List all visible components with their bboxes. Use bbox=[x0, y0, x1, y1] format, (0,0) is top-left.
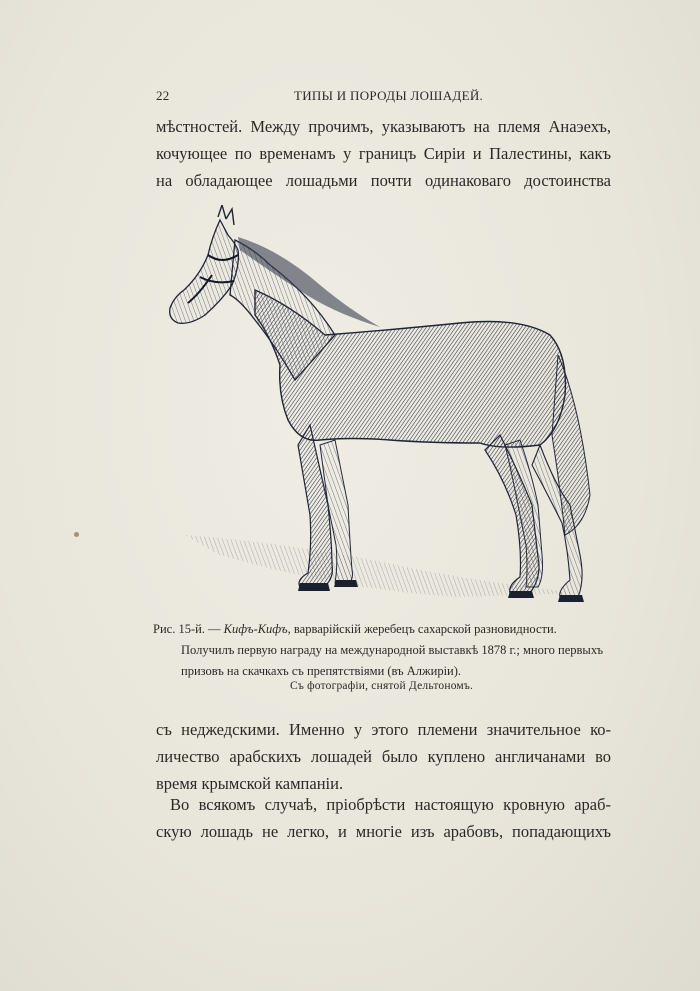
figure-caption bbox=[153, 619, 613, 682]
photo-credit: Съ фотографіи, снятой Дельтономъ. bbox=[290, 680, 474, 692]
page-number: 22 bbox=[156, 88, 170, 103]
text-line: скую лошадь не легко, и многіе изъ арабовъ, попадающихъ bbox=[156, 822, 611, 841]
caption-lead: Рис. 15-й. — bbox=[153, 622, 224, 636]
caption-description: , варварійскій жеребецъ сахарской разновидности. bbox=[287, 622, 557, 636]
text-line: кочующее по временамъ у границъ Сиріи и Палестины, какъ bbox=[156, 144, 611, 163]
caption-horse-name: Кифъ-Кифъ bbox=[223, 622, 288, 636]
text-line: время крымской кампаніи. bbox=[156, 774, 344, 793]
caption-line: Получилъ первую награду на международной выставкѣ 1878 г.; много первыхъ bbox=[181, 643, 604, 657]
paragraph-top bbox=[156, 113, 611, 194]
page-header bbox=[156, 88, 610, 106]
text-line: личество арабскихъ лошадей было куплено англичанами во bbox=[156, 747, 611, 766]
text-line: мѣстностей. Между прочимъ, указываютъ на племя Анаэехъ, bbox=[156, 117, 611, 136]
horse-hind-leg bbox=[485, 435, 539, 593]
caption-line bbox=[153, 619, 613, 640]
text-line: съ неджедскими. Именно у этого племени значительное ко- bbox=[156, 720, 611, 739]
horse-engraving bbox=[160, 205, 610, 610]
text-line: на обладающее лошадьми почти одинаковаго достоинства bbox=[156, 171, 611, 190]
page-smudge bbox=[74, 532, 79, 537]
running-title: ТИПЫ И ПОРОДЫ ЛОШАДЕЙ. bbox=[294, 88, 484, 103]
caption-line: призовъ на скачкахъ съ препятствіями (въ Алжиріи). bbox=[181, 664, 462, 678]
paragraph-bottom bbox=[156, 716, 611, 797]
horse-head bbox=[170, 220, 239, 323]
text-line: Во всякомъ случаѣ, пріобрѣсти настоящую кровную араб- bbox=[170, 795, 611, 814]
paragraph-bottom-2 bbox=[156, 791, 611, 845]
